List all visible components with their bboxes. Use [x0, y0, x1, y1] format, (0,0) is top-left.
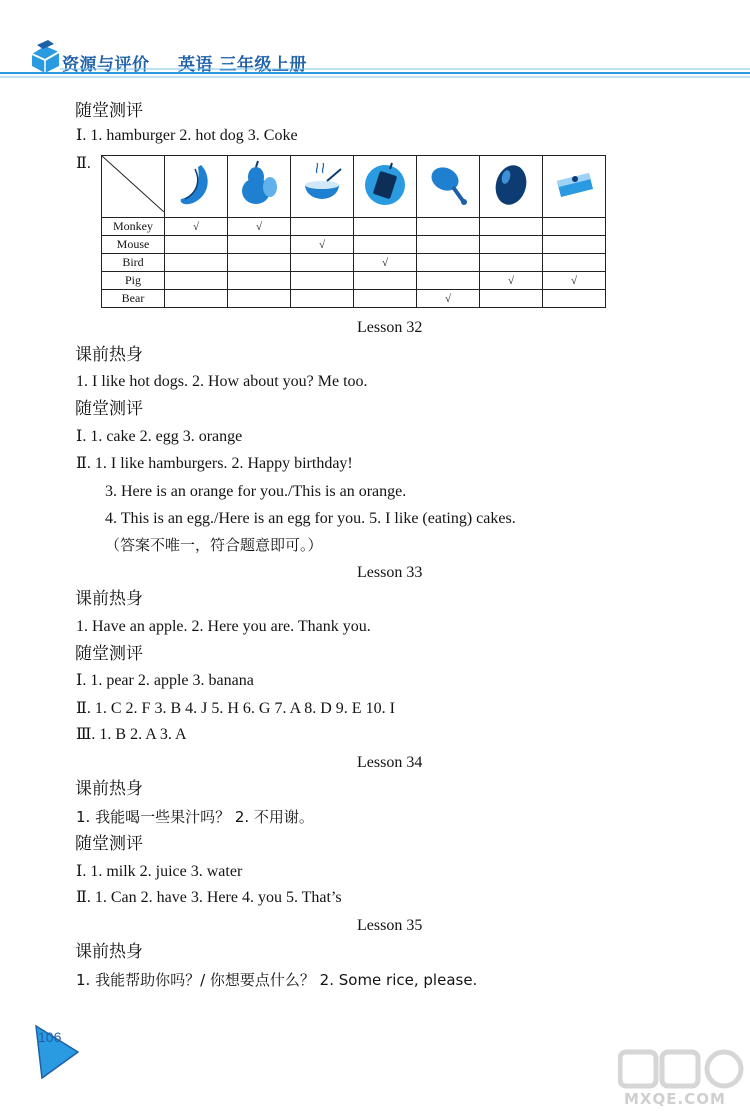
section-heading: 随堂测评 [75, 834, 143, 854]
section-heading: 课前热身 [75, 589, 143, 609]
check-cell [417, 254, 480, 272]
answer-line: Ⅱ. 1. C 2. F 3. B 4. J 5. H 6. G 7. A 8. D 9. E 10. I [76, 700, 395, 717]
picture-cell [228, 156, 291, 218]
picture-cell [543, 156, 606, 218]
section-heading: 随堂测评 [75, 101, 143, 121]
part-label: Ⅱ. [76, 155, 91, 172]
book-subtitle: 英语 三年级上册 [178, 55, 307, 75]
series-title: 资源与评价 [62, 55, 150, 75]
lesson-title: Lesson 33 [357, 564, 423, 581]
table-row [102, 272, 606, 290]
picture-cell [165, 156, 228, 218]
check-cell: √ [354, 254, 417, 272]
table-row [102, 254, 606, 272]
answer-line: 1. 我能喝一些果汁吗？ 2. 不用谢。 [76, 808, 314, 826]
check-cell: √ [543, 272, 606, 290]
row-label: Monkey [102, 218, 165, 236]
answer-line: 1. I like hot dogs. 2. How about you? Me too. [76, 373, 368, 390]
check-cell [543, 218, 606, 236]
check-cell: √ [228, 218, 291, 236]
check-cell: √ [480, 272, 543, 290]
diagonal-header-cell [102, 156, 165, 218]
row-label: Mouse [102, 236, 165, 254]
check-cell [417, 236, 480, 254]
check-cell [480, 218, 543, 236]
check-cell [543, 290, 606, 308]
picture-cell [354, 156, 417, 218]
check-cell [228, 272, 291, 290]
check-cell [228, 236, 291, 254]
header-rule [0, 66, 750, 82]
lesson-title: Lesson 32 [357, 319, 423, 336]
check-cell: √ [417, 290, 480, 308]
row-label: Bear [102, 290, 165, 308]
watermark [618, 1048, 746, 1110]
chicken-leg-icon [423, 159, 473, 209]
answer-line: 1. Have an apple. 2. Here you are. Thank you. [76, 618, 371, 635]
check-cell [354, 218, 417, 236]
answer-line: 1. 我能帮助你吗？/ 你想要点什么？ 2. Some rice, please. [76, 971, 478, 989]
answer-line: Ⅱ. 1. I like hamburgers. 2. Happy birthday! [76, 455, 353, 472]
picture-row [102, 156, 606, 218]
picture-cell [417, 156, 480, 218]
table-row [102, 236, 606, 254]
section-heading: 课前热身 [75, 345, 143, 365]
answer-line: Ⅱ. 1. Can 2. have 3. Here 4. you 5. That’s [76, 889, 342, 906]
check-cell [417, 272, 480, 290]
answer-line: Ⅰ. 1. pear 2. apple 3. banana [76, 672, 254, 689]
check-cell [228, 254, 291, 272]
pear-icon [234, 159, 284, 209]
juice-box-icon [360, 159, 410, 209]
check-cell [417, 218, 480, 236]
check-cell [543, 254, 606, 272]
answer-line: Ⅲ. 1. B 2. A 3. A [76, 726, 187, 743]
table-row [102, 290, 606, 308]
row-label: Pig [102, 272, 165, 290]
check-cell [165, 272, 228, 290]
lesson-title: Lesson 34 [357, 754, 423, 771]
check-cell [228, 290, 291, 308]
answer-line: 3. Here is an orange for you./This is an orange. [105, 483, 407, 500]
check-cell [165, 290, 228, 308]
check-cell: √ [165, 218, 228, 236]
section-heading: 随堂测评 [75, 399, 143, 419]
check-cell [354, 236, 417, 254]
row-label: Bird [102, 254, 165, 272]
picture-cell [480, 156, 543, 218]
check-cell [291, 254, 354, 272]
answer-line: 4. This is an egg./Here is an egg for you. 5. I like (eating) cakes. [105, 510, 516, 527]
check-cell [165, 254, 228, 272]
cake-icon [549, 159, 599, 209]
section-heading: 随堂测评 [75, 644, 143, 664]
check-cell [480, 290, 543, 308]
check-cell [480, 254, 543, 272]
banana-icon [171, 159, 221, 209]
check-cell [480, 236, 543, 254]
diagonal-line [102, 156, 164, 212]
check-cell [291, 272, 354, 290]
lesson-title: Lesson 35 [357, 917, 423, 934]
answer-line: Ⅰ. 1. milk 2. juice 3. water [76, 863, 243, 880]
check-cell: √ [291, 236, 354, 254]
answer-line: Ⅰ. 1. hamburger 2. hot dog 3. Coke [76, 127, 298, 144]
table-row [102, 218, 606, 236]
check-cell [354, 290, 417, 308]
picture-cell [291, 156, 354, 218]
check-cell [165, 236, 228, 254]
egg-icon [486, 159, 536, 209]
section-heading: 课前热身 [75, 779, 143, 799]
rice-bowl-icon [297, 159, 347, 209]
watermark-logo-icon [618, 1048, 746, 1090]
answer-note: （答案不唯一，符合题意即可。） [105, 536, 323, 554]
page-number: 106 [38, 1029, 62, 1045]
answer-line: Ⅰ. 1. cake 2. egg 3. orange [76, 428, 243, 445]
watermark-url: MXQE.COM [624, 1090, 726, 1108]
answer-table [101, 155, 606, 308]
section-heading: 课前热身 [75, 942, 143, 962]
check-cell [354, 272, 417, 290]
check-cell [543, 236, 606, 254]
check-cell [291, 218, 354, 236]
check-cell [291, 290, 354, 308]
